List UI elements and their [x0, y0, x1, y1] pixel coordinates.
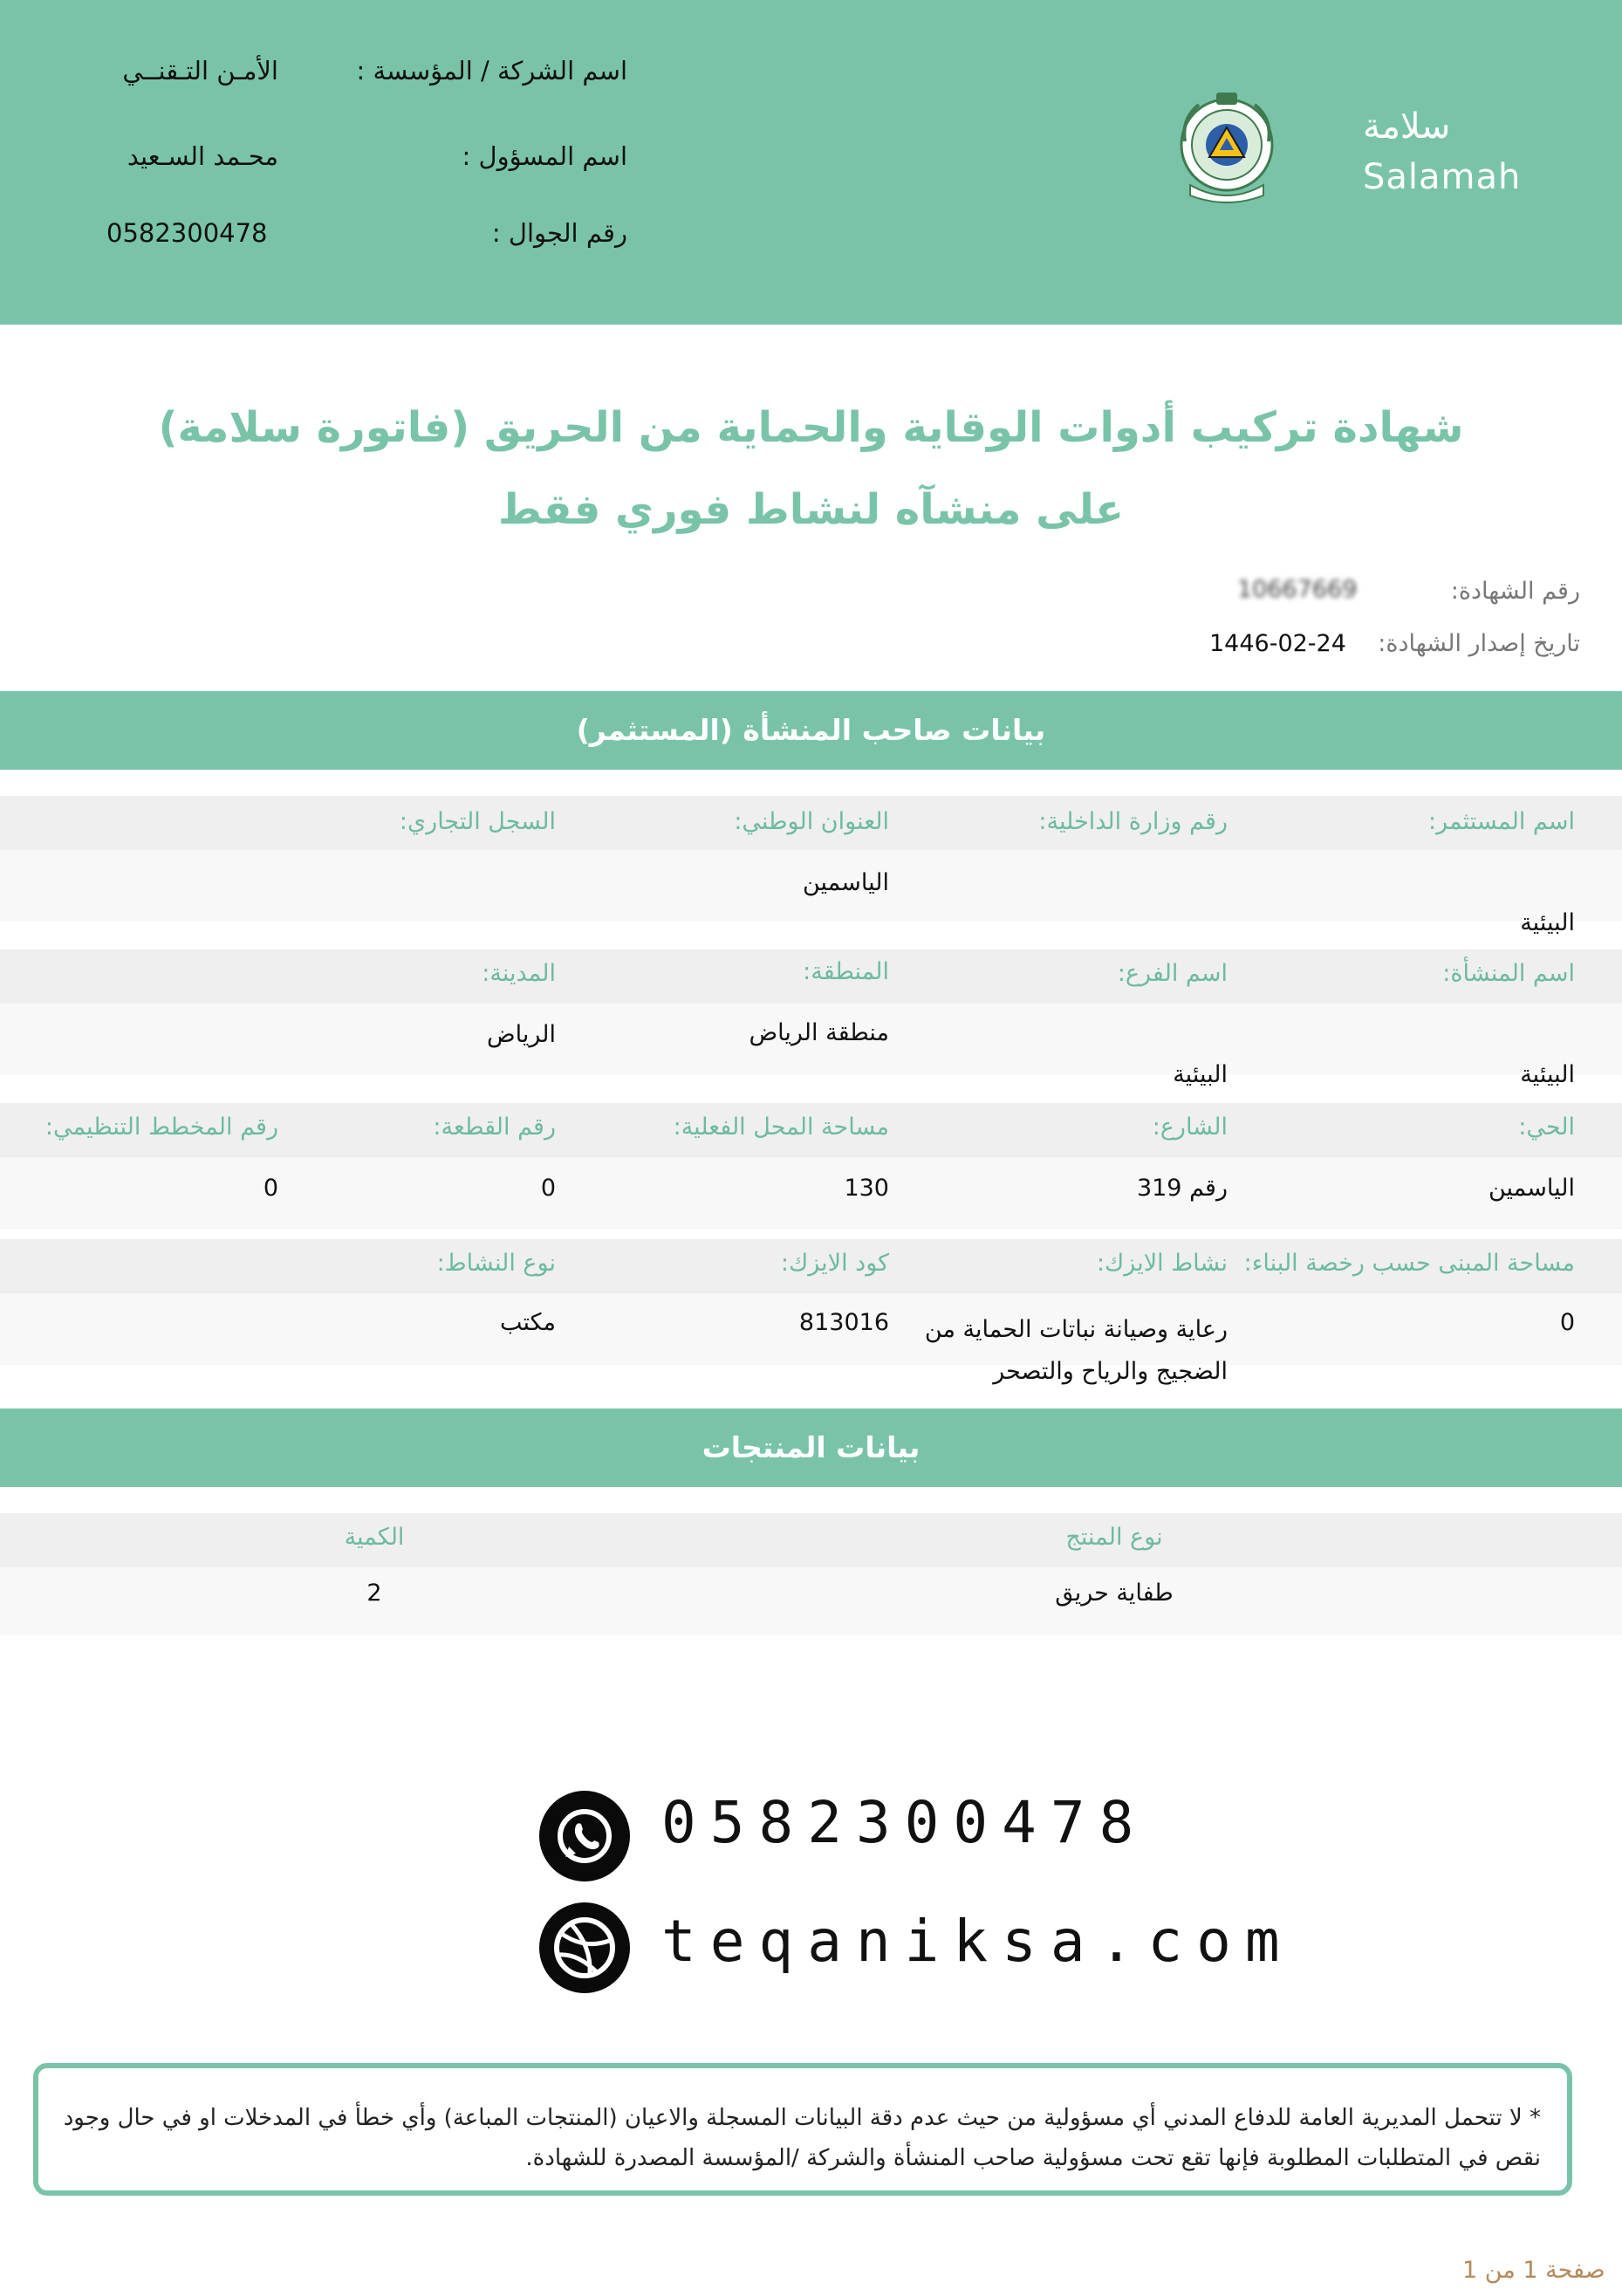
civil-defense-emblem [1173, 87, 1281, 209]
region-value: منطقة الرياض [749, 1019, 889, 1046]
shop-area-value: 130 [844, 1175, 889, 1202]
national-address-label: العنوان الوطني: [734, 808, 889, 835]
products-section-header: بيانات المنتجات [0, 1408, 1622, 1487]
moi-number-label: رقم وزارة الداخلية: [1038, 808, 1228, 835]
mobile-value: 0582300478 [106, 218, 268, 248]
issue-date-label: تاريخ إصدار الشهادة: [1378, 630, 1580, 657]
certificate-title-line1: شهادة تركيب أدوات الوقاية والحماية من الحريق (فاتورة سلامة) [158, 403, 1464, 452]
products-header-strip [0, 1513, 1622, 1567]
contact-phone[interactable]: 0582300478 [661, 1789, 1148, 1856]
mobile-label: رقم الجوال : [491, 218, 627, 248]
city-label: المدينة: [482, 960, 556, 987]
plot-number-value: 0 [540, 1175, 556, 1202]
branch-name-value: البيئية [1173, 1061, 1228, 1088]
isic-activity-label: نشاط الايزك: [1096, 1250, 1228, 1277]
street-label: الشارع: [1152, 1114, 1228, 1141]
brand-name-english: Salamah [1363, 157, 1522, 197]
facility-name-label: اسم المنشأة: [1442, 960, 1575, 987]
region-label: المنطقة: [803, 958, 889, 985]
isic-activity-value: رعاية وصيانة نباتات الحماية من الضجيج والرياح والتصحر [924, 1316, 1228, 1385]
whatsapp-icon[interactable] [539, 1791, 630, 1881]
city-value: الرياض [486, 1021, 556, 1048]
company-value: الأمـن التـقنــي [122, 56, 278, 86]
manager-value: محـمد السـعيد [127, 141, 278, 171]
district-label: الحي: [1518, 1114, 1575, 1141]
certificate-number-label: رقم الشهادة: [1450, 578, 1580, 605]
building-area-value: 0 [1559, 1309, 1575, 1336]
issue-date-value: 1446-02-24 [1209, 630, 1346, 657]
brand-name-arabic: سلامة [1363, 106, 1451, 147]
street-value: رقم 319 [1136, 1175, 1228, 1202]
page-indicator: صفحة 1 من 1 [1462, 2257, 1605, 2284]
building-area-label: مساحة المبنى حسب رخصة البناء: [1243, 1250, 1575, 1277]
isic-code-value: 813016 [798, 1309, 889, 1336]
commercial-register-label: السجل التجاري: [399, 808, 556, 835]
activity-type-label: نوع النشاط: [436, 1250, 556, 1277]
investor-name-value: البيئية [1520, 909, 1575, 936]
contact-website[interactable]: teqaniksa.com [661, 1908, 1294, 1975]
quantity-column-header: الكمية [344, 1524, 405, 1551]
shop-area-label: مساحة المحل الفعلية: [673, 1114, 889, 1141]
quantity-value: 2 [366, 1580, 382, 1607]
branch-name-label: اسم الفرع: [1117, 960, 1228, 987]
manager-label: اسم المسؤول : [462, 141, 627, 171]
isic-code-label: كود الايزك: [780, 1250, 889, 1277]
disclaimer-text: * لا تتحمل المديرية العامة للدفاع المدني أي مسؤولية من حيث عدم دقة البيانات المسجلة والاعيان (المنتجات المباعة) وأي خطأ في المدخلات او في حال وجود نقص في المتطلبات المطلوبة فإنها تقع تحت مسؤولية صاحب المنشأة والشركة /المؤسسة المصدرة للشهادة. [63, 2105, 1541, 2171]
row3-value-strip [0, 1157, 1622, 1229]
globe-icon[interactable] [539, 1902, 630, 1993]
plot-number-label: رقم القطعة: [433, 1114, 556, 1141]
investor-name-label: اسم المستثمر: [1428, 808, 1575, 835]
facility-name-value: البيئية [1520, 1061, 1575, 1088]
products-row-strip [0, 1567, 1622, 1635]
activity-type-value: مكتب [499, 1309, 556, 1336]
disclaimer-box [33, 2063, 1572, 2196]
scheme-number-value: 0 [263, 1175, 278, 1202]
scheme-number-label: رقم المخطط التنظيمي: [44, 1114, 278, 1141]
certificate-title-line2: على منشآه لنشاط فوري فقط [497, 485, 1125, 534]
certificate-number-value: 10667669 [1237, 576, 1358, 603]
product-type-column-header: نوع المنتج [1065, 1524, 1163, 1551]
company-label: اسم الشركة / المؤسسة : [356, 56, 627, 86]
product-type-value: طفاية حريق [1055, 1580, 1174, 1607]
national-address-value: الياسمين [802, 869, 889, 896]
district-value: الياسمين [1488, 1175, 1575, 1202]
owner-section-header: بيانات صاحب المنشأة (المستثمر) [0, 691, 1622, 770]
